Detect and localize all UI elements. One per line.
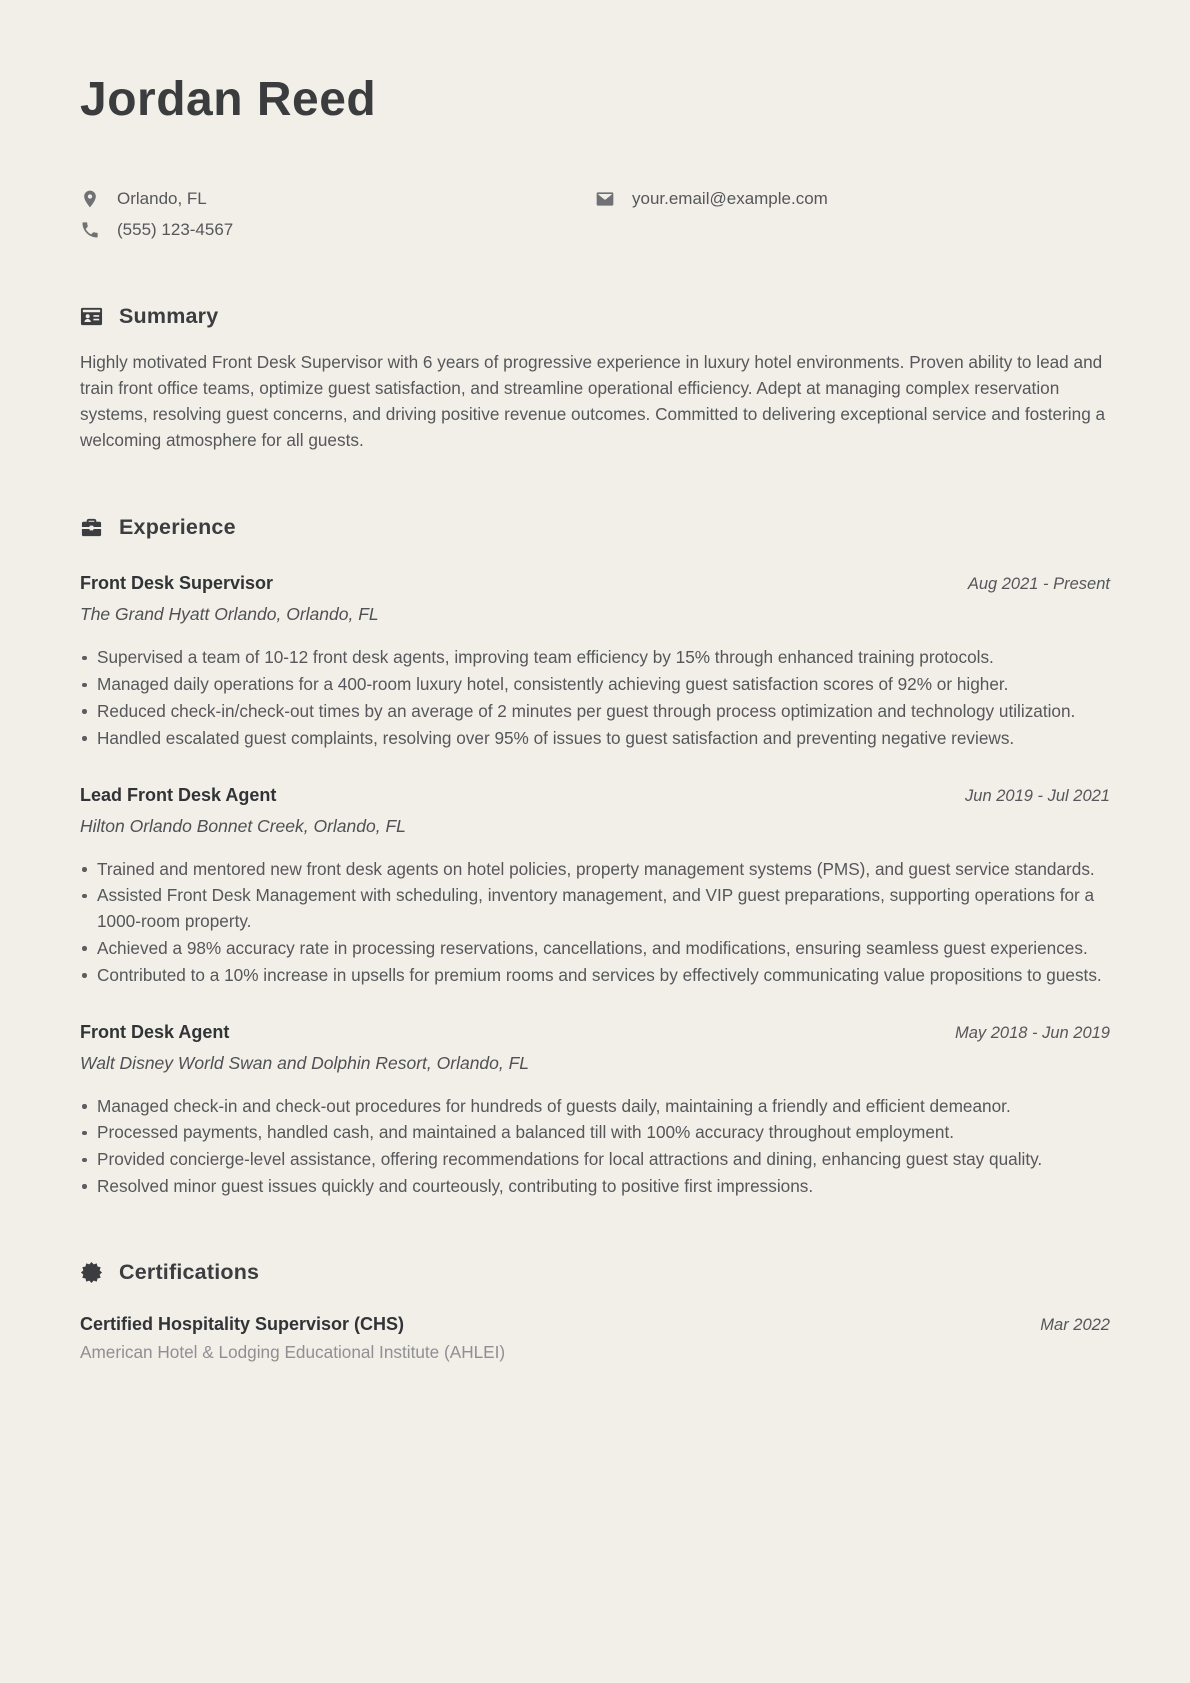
job-title: Lead Front Desk Agent bbox=[80, 784, 277, 805]
job-bullet: Contributed to a 10% increase in upsells for premium rooms and services by effectively communicating value propositions to guests. bbox=[80, 963, 1110, 989]
candidate-name: Jordan Reed bbox=[80, 73, 377, 126]
certifications-section-title: Certifications bbox=[119, 1259, 260, 1284]
job-bullet: Supervised a team of 10-12 front desk agents, improving team efficiency by 15% through enhanced training protocols. bbox=[80, 645, 1110, 671]
certification-header bbox=[80, 1314, 1110, 1335]
job-bullet: Resolved minor guest issues quickly and courteously, contributing to positive first impressions. bbox=[80, 1174, 1110, 1200]
summary-text: Highly motivated Front Desk Supervisor with 6 years of progressive experience in luxury hotel environments. Proven ability to lead and train front office teams, optimize guest satisfaction, and streamline operational efficiency. Adept at managing complex reservation systems, resolving guest concerns, and driving positive revenue outcomes. Committed to delivering exceptional service and fostering a welcoming atmosphere for all guests. bbox=[80, 352, 1106, 450]
job-bullet: Trained and mentored new front desk agents on hotel policies, property management systems (PMS), and guest service standards. bbox=[80, 857, 1110, 883]
job-entry bbox=[80, 1022, 1110, 1200]
job-bullet: Processed payments, handled cash, and maintained a balanced till with 100% accuracy throughout employment. bbox=[80, 1120, 1110, 1146]
job-entry bbox=[80, 785, 1110, 989]
certification-date: Mar 2022 bbox=[1040, 1315, 1110, 1334]
job-bullet: Managed check-in and check-out procedures for hundreds of guests daily, maintaining a friendly and efficient demeanor. bbox=[80, 1094, 1110, 1120]
certification-entry bbox=[80, 1314, 1110, 1363]
certificate-seal-icon bbox=[80, 1261, 103, 1284]
job-entry bbox=[80, 573, 1110, 751]
job-header bbox=[80, 573, 1110, 594]
experience-section-header bbox=[80, 515, 1110, 540]
job-bullet: Managed daily operations for a 400-room luxury hotel, consistently achieving guest satisfaction scores of 92% or higher. bbox=[80, 672, 1110, 698]
job-bullet: Provided concierge-level assistance, offering recommendations for local attractions and dining, enhancing guest stay quality. bbox=[80, 1147, 1110, 1173]
phone-icon bbox=[80, 220, 100, 240]
briefcase-icon bbox=[80, 516, 103, 539]
experience-section-title: Experience bbox=[119, 515, 236, 540]
experience-section bbox=[80, 515, 1110, 1199]
contact-phone: (555) 123-4567 bbox=[117, 220, 234, 240]
certifications-section-header bbox=[80, 1260, 1110, 1285]
certifications-section bbox=[80, 1260, 1110, 1363]
envelope-icon bbox=[595, 189, 615, 209]
job-company: The Grand Hyatt Orlando, Orlando, FL bbox=[80, 604, 379, 625]
contact-phone-row bbox=[80, 220, 595, 240]
summary-section bbox=[80, 304, 1110, 453]
job-company: Walt Disney World Swan and Dolphin Resort, Orlando, FL bbox=[80, 1052, 530, 1073]
job-company: Hilton Orlando Bonnet Creek, Orlando, FL bbox=[80, 815, 406, 836]
contact-block bbox=[80, 189, 1110, 240]
certification-name: Certified Hospitality Supervisor (CHS) bbox=[80, 1313, 405, 1334]
job-bullet-list bbox=[80, 645, 1110, 751]
job-bullet-list bbox=[80, 1094, 1110, 1200]
id-card-icon bbox=[80, 305, 103, 328]
job-title: Front Desk Agent bbox=[80, 1021, 230, 1042]
contact-location-row bbox=[80, 189, 595, 209]
contact-email-row bbox=[595, 189, 1110, 209]
summary-section-title: Summary bbox=[119, 304, 219, 329]
job-dates: Jun 2019 - Jul 2021 bbox=[965, 786, 1110, 805]
contact-email: your.email@example.com bbox=[632, 189, 828, 209]
job-bullet: Achieved a 98% accuracy rate in processing reservations, cancellations, and modifications, ensuring seamless guest experiences. bbox=[80, 936, 1110, 962]
job-bullet: Reduced check-in/check-out times by an average of 2 minutes per guest through process optimization and technology utilization. bbox=[80, 699, 1110, 725]
certification-issuer: American Hotel & Lodging Educational Institute (AHLEI) bbox=[80, 1341, 506, 1362]
contact-location: Orlando, FL bbox=[117, 189, 207, 209]
job-title: Front Desk Supervisor bbox=[80, 573, 274, 594]
job-dates: May 2018 - Jun 2019 bbox=[954, 1023, 1110, 1042]
job-dates: Aug 2021 - Present bbox=[967, 575, 1110, 594]
job-bullet: Handled escalated guest complaints, resolving over 95% of issues to guest satisfaction and preventing negative reviews. bbox=[80, 726, 1110, 752]
job-header bbox=[80, 1022, 1110, 1043]
job-header bbox=[80, 785, 1110, 806]
job-bullet-list bbox=[80, 857, 1110, 989]
job-bullet: Assisted Front Desk Management with scheduling, inventory management, and VIP guest preparations, supporting operations for a 1000-room property. bbox=[80, 883, 1110, 935]
summary-section-header bbox=[80, 304, 1110, 329]
map-pin-icon bbox=[80, 189, 100, 209]
